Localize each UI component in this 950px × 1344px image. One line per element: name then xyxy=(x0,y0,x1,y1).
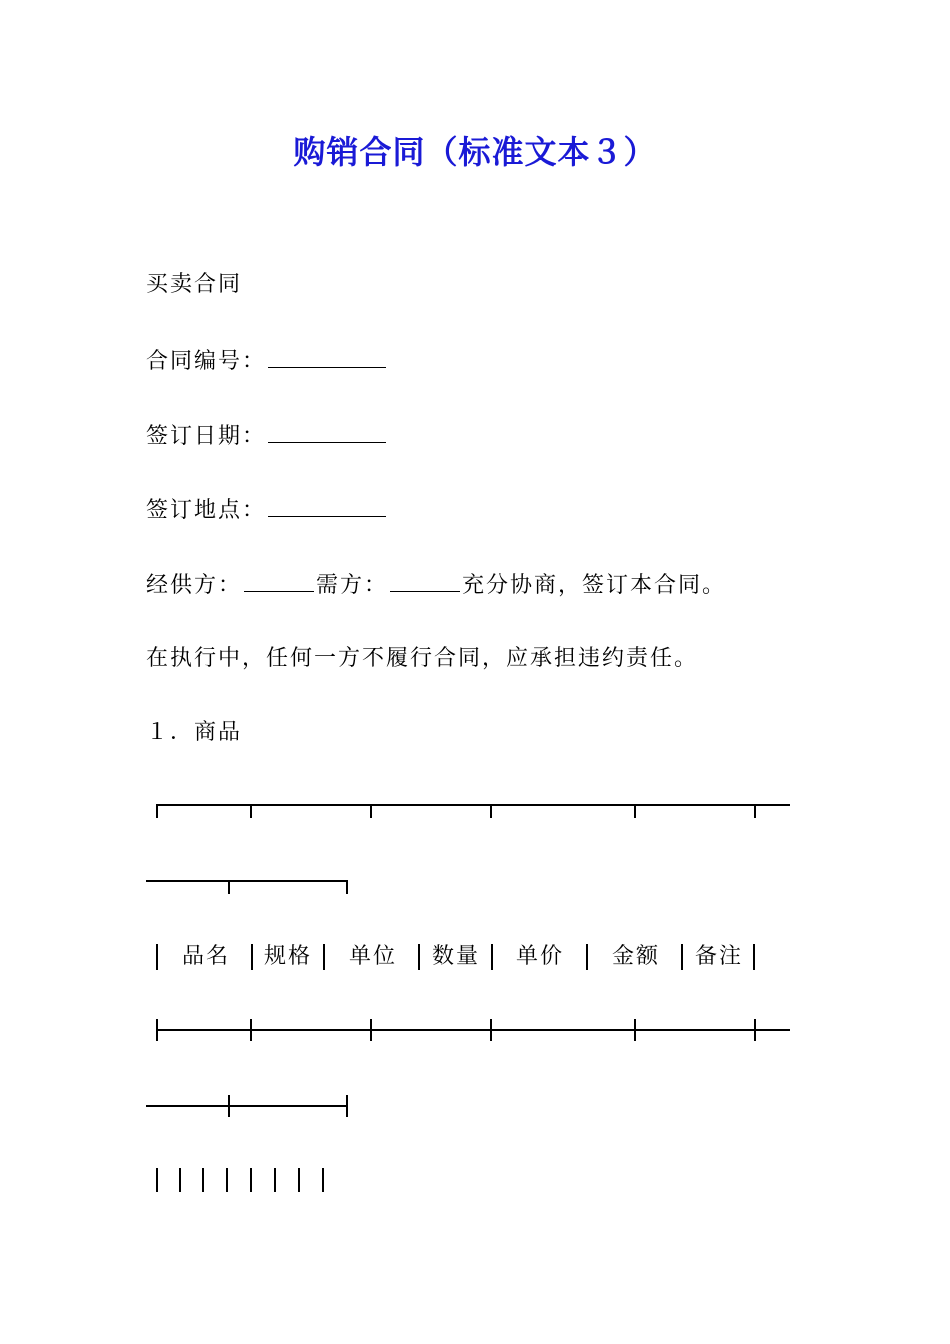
table-divider xyxy=(202,1168,204,1192)
agreement-text: 充分协商，签订本合同。 xyxy=(462,573,727,598)
table-divider xyxy=(226,1168,228,1192)
blank-signing-place xyxy=(268,494,386,517)
field-label: 合同编号： xyxy=(146,349,267,374)
table-cross xyxy=(228,1095,230,1117)
table-cross xyxy=(754,1019,756,1041)
table-divider xyxy=(586,944,588,970)
table-divider xyxy=(681,944,683,970)
field-signing-place xyxy=(146,494,386,526)
field-label: 签订日期： xyxy=(146,424,267,449)
blank-signing-date xyxy=(268,420,386,443)
table-top-border-cont xyxy=(146,880,346,882)
blank-buyer xyxy=(390,569,460,592)
table-divider xyxy=(156,1168,158,1192)
table-divider xyxy=(491,944,493,970)
table-divider xyxy=(322,1168,324,1192)
table-divider xyxy=(418,944,420,970)
table-cross xyxy=(346,1095,348,1117)
contract-heading: 买卖合同 xyxy=(146,272,243,297)
table-separator-cont xyxy=(146,1105,346,1107)
table-tick xyxy=(754,804,756,818)
parties-line xyxy=(146,569,726,601)
table-divider xyxy=(251,944,253,970)
header-amount: 金额 xyxy=(612,944,661,969)
table-divider xyxy=(753,944,755,970)
header-remarks: 备注 xyxy=(695,944,744,969)
table-divider xyxy=(323,944,325,970)
table-tick xyxy=(634,804,636,818)
table-divider xyxy=(274,1168,276,1192)
header-quantity: 数量 xyxy=(432,944,481,969)
table-tick xyxy=(346,880,348,894)
document-title: 购销合同（标准文本３） xyxy=(293,133,657,171)
table-cross xyxy=(370,1019,372,1041)
table-divider xyxy=(156,944,158,970)
table-cross xyxy=(490,1019,492,1041)
supplier-label: 经供方： xyxy=(146,573,243,598)
table-tick xyxy=(250,804,252,818)
field-label: 签订地点： xyxy=(146,498,267,523)
blank-supplier xyxy=(244,569,314,592)
table-divider xyxy=(250,1168,252,1192)
table-cross xyxy=(250,1019,252,1041)
table-cross xyxy=(634,1019,636,1041)
section-1-heading: １．商品 xyxy=(146,720,243,745)
header-unit-price: 单价 xyxy=(516,944,565,969)
blank-contract-number xyxy=(268,345,386,368)
table-cross xyxy=(156,1019,158,1041)
header-unit: 单位 xyxy=(349,944,398,969)
buyer-label: 需方： xyxy=(316,573,389,598)
liability-clause: 在执行中，任何一方不履行合同，应承担违约责任。 xyxy=(146,646,699,671)
header-product-name: 品名 xyxy=(182,944,231,969)
table-tick xyxy=(156,804,158,818)
header-spec: 规格 xyxy=(264,944,313,969)
field-contract-number xyxy=(146,345,386,377)
table-tick xyxy=(370,804,372,818)
table-tick xyxy=(490,804,492,818)
table-divider xyxy=(179,1168,181,1192)
table-divider xyxy=(298,1168,300,1192)
field-signing-date xyxy=(146,420,386,452)
table-tick xyxy=(228,880,230,894)
